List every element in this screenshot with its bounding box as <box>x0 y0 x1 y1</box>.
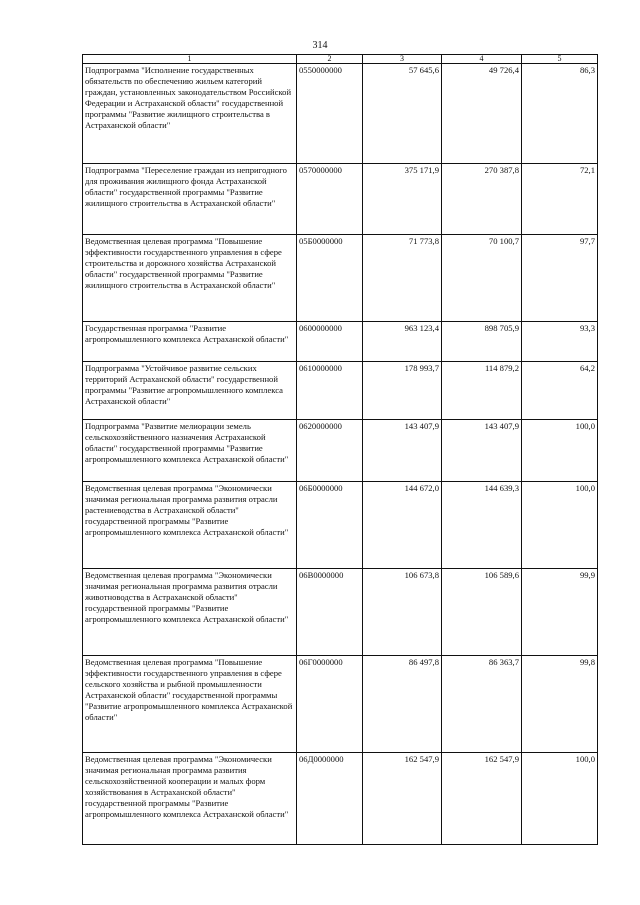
program-name: Подпрограмма "Устойчивое развитие сельских территорий Астраханской области" государственной программы "Развитие агропромышленного комплекса Астраханской области" <box>83 362 297 420</box>
table-row <box>83 656 598 753</box>
table-row <box>83 753 598 845</box>
table-row <box>83 322 598 362</box>
plan-amount: 106 673,8 <box>363 569 442 656</box>
program-name: Подпрограмма "Исполнение государственных обязательств по обеспечению жильем категорий граждан, установленных законодательством Российской Федерации и Астраханской области" государственной программы "Развитие жилищного строительства в Астраханской области" <box>83 64 297 164</box>
plan-amount: 963 123,4 <box>363 322 442 362</box>
header-col-5: 5 <box>522 55 598 64</box>
program-code: 0600000000 <box>297 322 363 362</box>
plan-amount: 144 672,0 <box>363 482 442 569</box>
program-code: 06Б0000000 <box>297 482 363 569</box>
execution-percent: 72,1 <box>522 164 598 235</box>
table-row <box>83 569 598 656</box>
program-code: 05Б0000000 <box>297 235 363 322</box>
program-code: 0550000000 <box>297 64 363 164</box>
program-code: 0610000000 <box>297 362 363 420</box>
header-col-1: 1 <box>83 55 297 64</box>
execution-percent: 93,3 <box>522 322 598 362</box>
execution-percent: 99,8 <box>522 656 598 753</box>
table-row <box>83 362 598 420</box>
header-col-2: 2 <box>297 55 363 64</box>
fact-amount: 898 705,9 <box>442 322 522 362</box>
program-code: 0620000000 <box>297 420 363 482</box>
fact-amount: 144 639,3 <box>442 482 522 569</box>
plan-amount: 143 407,9 <box>363 420 442 482</box>
table-row <box>83 64 598 164</box>
fact-amount: 143 407,9 <box>442 420 522 482</box>
fact-amount: 114 879,2 <box>442 362 522 420</box>
program-name: Ведомственная целевая программа "Экономически значимая региональная программа развития сельскохозяйственной кооперации и малых форм хозяйствования в Астраханской области" государственной программы "Развитие агропромышленного комплекса Астраханской области" <box>83 753 297 845</box>
program-code: 06Г0000000 <box>297 656 363 753</box>
program-name: Подпрограмма "Развитие мелиорации земель сельскохозяйственного назначения Астраханской области" государственной программы "Развитие агропромышленного комплекса Астраханской области" <box>83 420 297 482</box>
program-name: Ведомственная целевая программа "Повышение эффективности государственного управления в сфере строительства и дорожного хозяйства Астраханской области" государственной программы "Развитие жилищного строительства в Астраханской области" <box>83 235 297 322</box>
table-row <box>83 164 598 235</box>
execution-percent: 64,2 <box>522 362 598 420</box>
execution-percent: 100,0 <box>522 482 598 569</box>
fact-amount: 162 547,9 <box>442 753 522 845</box>
program-name: Ведомственная целевая программа "Экономически значимая региональная программа развития отрасли животноводства в Астраханской области" государственной программы "Развитие агропромышленного комплекса Астраханской области" <box>83 569 297 656</box>
table-row <box>83 420 598 482</box>
page-number: 314 <box>312 40 328 51</box>
header-col-3: 3 <box>363 55 442 64</box>
fact-amount: 70 100,7 <box>442 235 522 322</box>
fact-amount: 86 363,7 <box>442 656 522 753</box>
table-header-row <box>83 55 598 64</box>
program-code: 0570000000 <box>297 164 363 235</box>
execution-percent: 100,0 <box>522 753 598 845</box>
program-name: Государственная программа "Развитие агропромышленного комплекса Астраханской области" <box>83 322 297 362</box>
execution-percent: 86,3 <box>522 64 598 164</box>
plan-amount: 71 773,8 <box>363 235 442 322</box>
execution-percent: 97,7 <box>522 235 598 322</box>
program-code: 06Д0000000 <box>297 753 363 845</box>
program-name: Ведомственная целевая программа "Экономически значимая региональная программа развития отрасли растениеводства в Астраханской области" государственной программы "Развитие агропромышленного комплекса Астраханской области" <box>83 482 297 569</box>
execution-percent: 100,0 <box>522 420 598 482</box>
fact-amount: 270 387,8 <box>442 164 522 235</box>
program-name: Подпрограмма "Переселение граждан из непригодного для проживания жилищного фонда Астраханской области" государственной программы "Развитие жилищного строительства в Астраханской области" <box>83 164 297 235</box>
plan-amount: 57 645,6 <box>363 64 442 164</box>
program-code: 06В0000000 <box>297 569 363 656</box>
plan-amount: 375 171,9 <box>363 164 442 235</box>
table-row <box>83 235 598 322</box>
table-row <box>83 482 598 569</box>
budget-table <box>82 54 598 845</box>
plan-amount: 178 993,7 <box>363 362 442 420</box>
plan-amount: 86 497,8 <box>363 656 442 753</box>
plan-amount: 162 547,9 <box>363 753 442 845</box>
header-col-4: 4 <box>442 55 522 64</box>
execution-percent: 99,9 <box>522 569 598 656</box>
fact-amount: 106 589,6 <box>442 569 522 656</box>
fact-amount: 49 726,4 <box>442 64 522 164</box>
program-name: Ведомственная целевая программа "Повышение эффективности государственного управления в сфере сельского хозяйства и рыбной промышленности Астраханской области" государственной программы "Развитие агропромышленного комплекса Астраханской области" <box>83 656 297 753</box>
